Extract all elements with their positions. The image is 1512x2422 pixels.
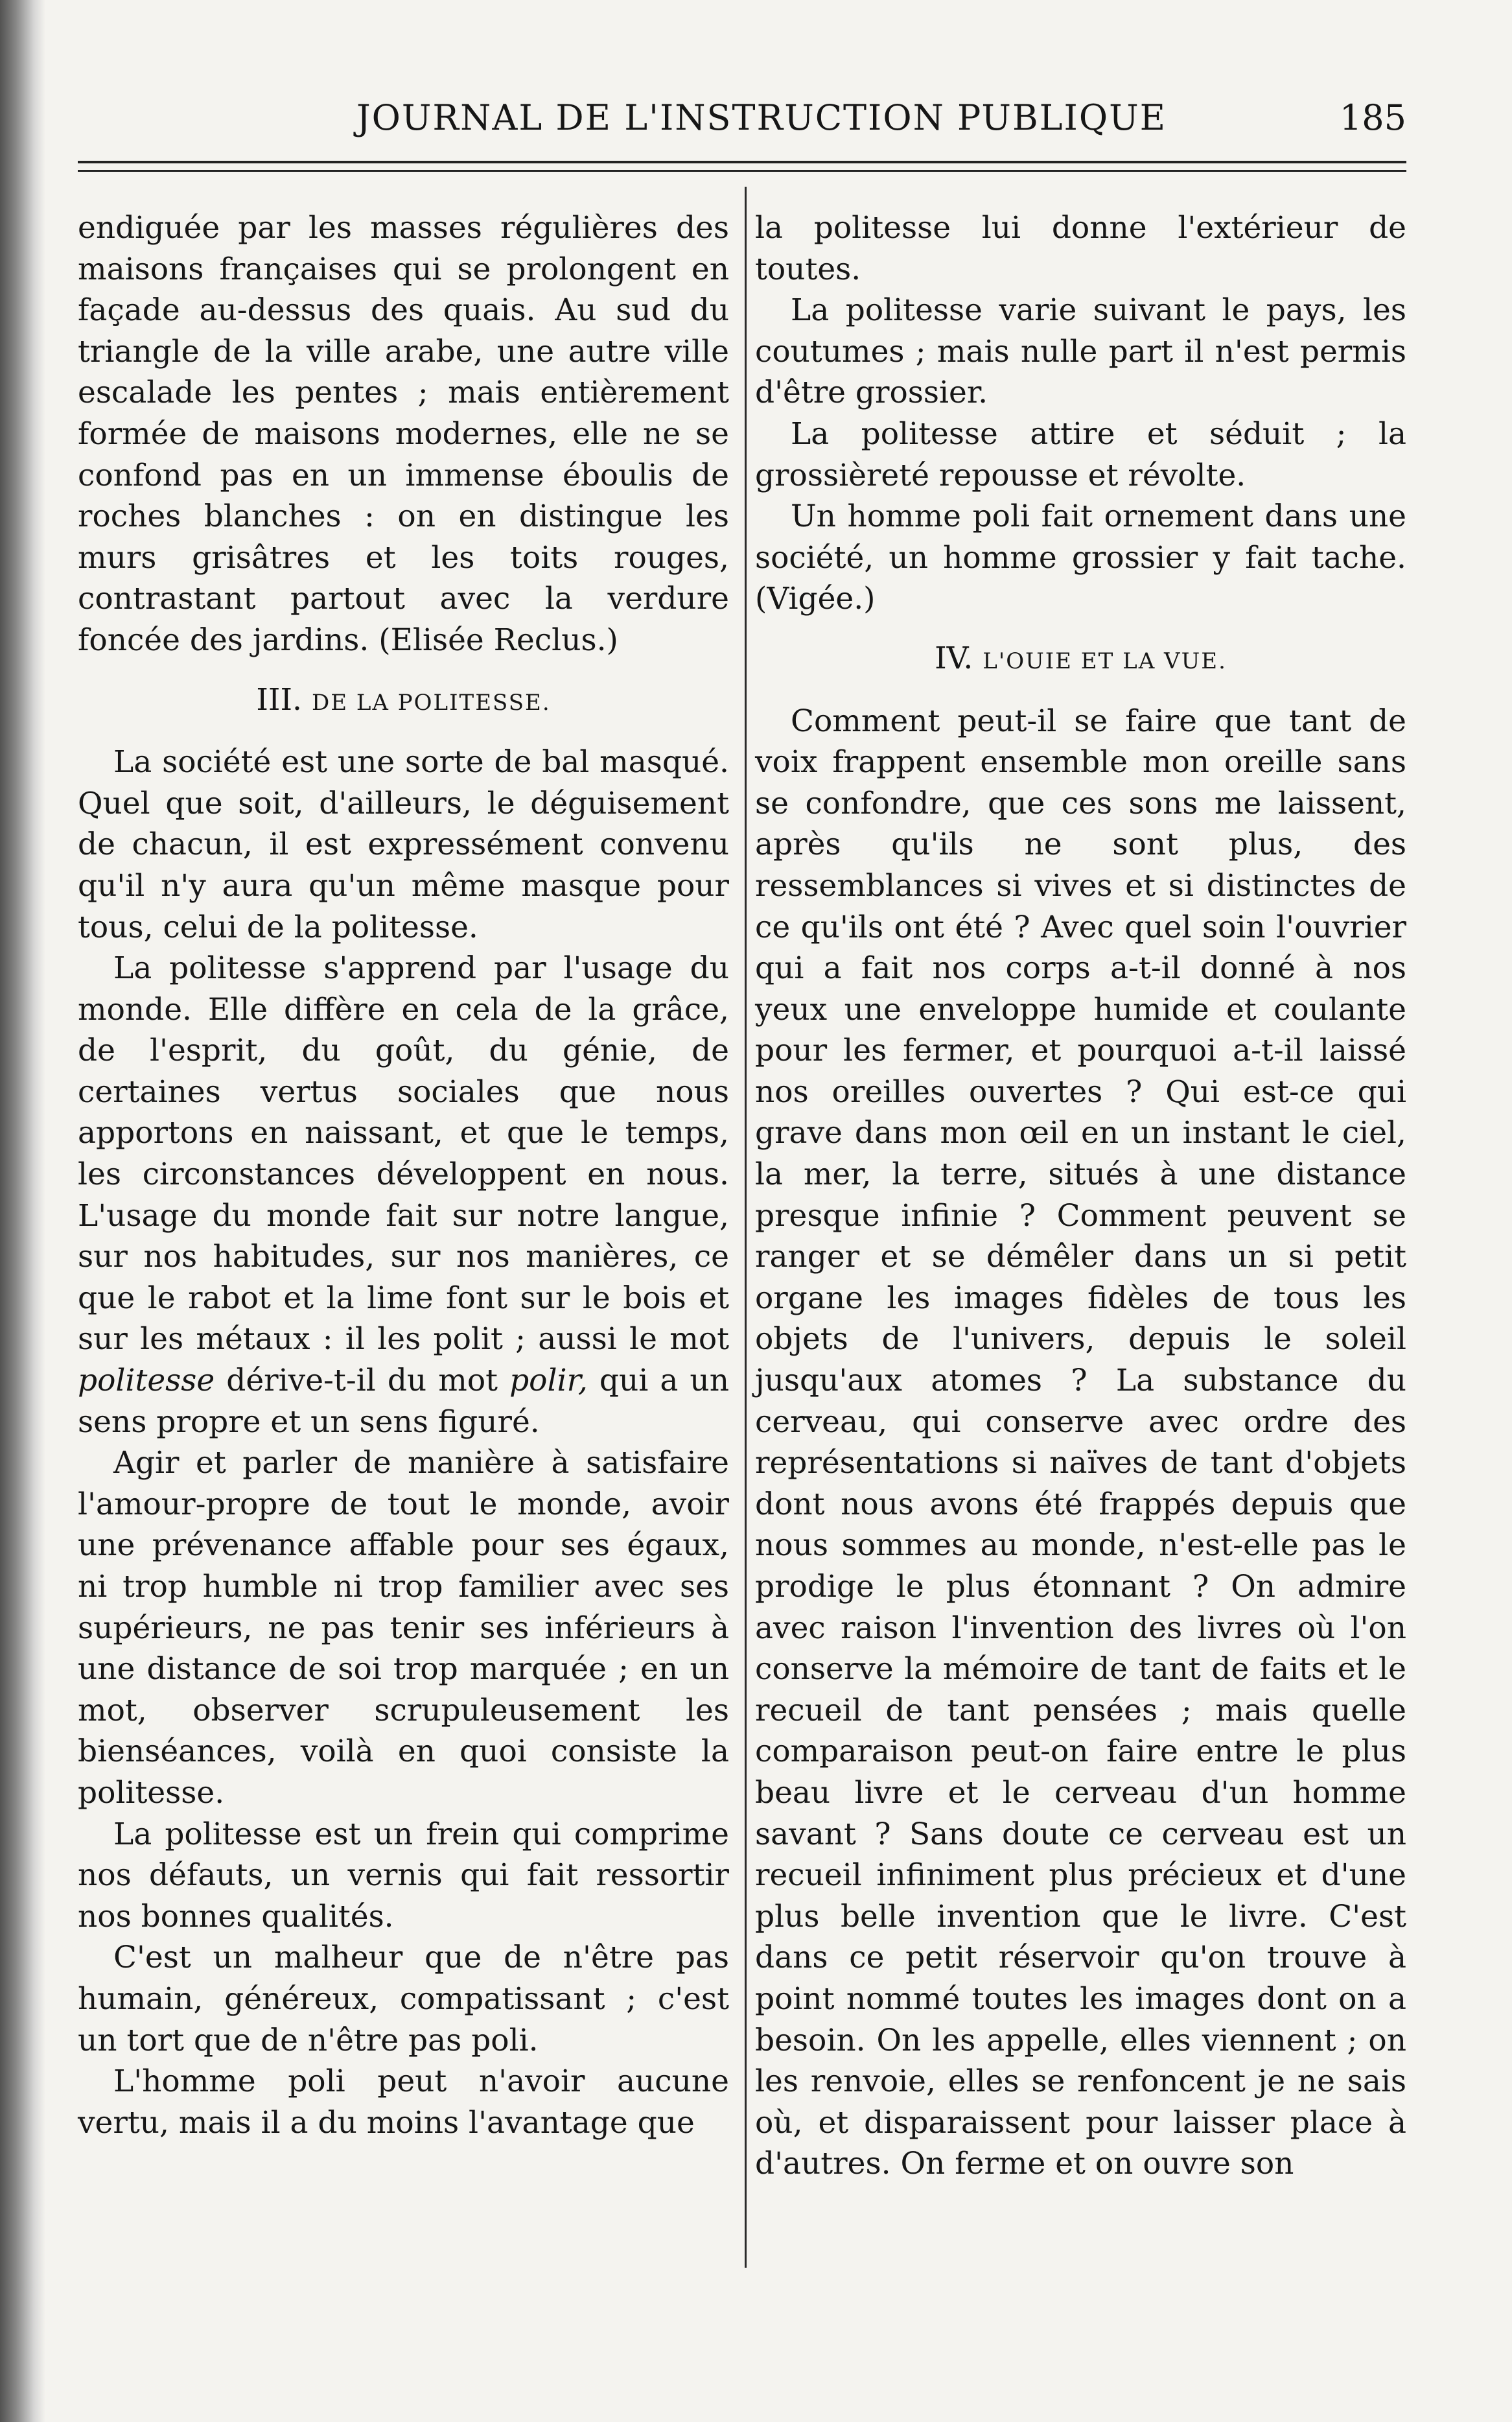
- paragraph: C'est un malheur que de n'être pas humain, généreux, compatissant ; c'est un tort que de n'être pas poli.: [78, 1940, 729, 2058]
- paragraph-continued: la politesse lui donne l'extérieur de toutes.: [755, 210, 1406, 287]
- paragraph: La société est une sorte de bal masqué. Quel que soit, d'ailleurs, le déguisement de chacun, il est expressément convenu qu'il n'y aura qu'un même masque pour tous, celui de la politesse.: [78, 744, 729, 945]
- left-column: [78, 207, 729, 2143]
- paragraph-continued: endiguée par les masses régulières des maisons françaises qui se prolongent en façade au-dessus des quais. Au sud du triangle de la ville arabe, une autre ville escalade les pentes ; mais entièrement formée de maisons modernes, elle ne se confond pas en un immense éboulis de roches blanches : on en distingue les murs grisâtres et les toits rouges, contrastant partout avec la verdure foncée des jardins. (Elisée Reclus.): [78, 210, 729, 658]
- paragraph: La politesse attire et séduit ; la grossièreté repousse et révolte.: [755, 416, 1406, 493]
- section-heading-4: [755, 638, 1406, 683]
- paragraph: La politesse est un frein qui comprime nos défauts, un vernis qui fait ressortir nos bonnes qualités.: [78, 1816, 729, 1934]
- column-divider: [745, 187, 747, 2268]
- section-numeral: III.: [256, 681, 302, 718]
- right-column: [755, 207, 1406, 2185]
- paragraph-text: La politesse s'apprend par l'usage du monde. Elle diffère en cela de la grâce, de l'esprit, du goût, du génie, de certaines vertus sociales que nous apportons en naissant, et que le temps, les circonstances développent en nous. L'usage du monde fait sur notre langue, sur nos habitudes, sur nos manières, ce que le rabot et la lime font sur le bois et sur les métaux : il les polit ; aussi le mot: [78, 950, 729, 1358]
- section-title: DE LA POLITESSE.: [311, 689, 551, 716]
- paragraph-politesse-origin: [78, 948, 729, 1442]
- paragraph-text: qui a un sens propre et un sens figuré.: [78, 1363, 729, 1440]
- paragraph-text: dérive-t-il du mot: [226, 1363, 498, 1399]
- italic-word: polir,: [509, 1363, 588, 1399]
- page-header: [78, 97, 1406, 149]
- section-heading-3: [78, 679, 729, 724]
- running-title: JOURNAL DE L'INSTRUCTION PUBLIQUE: [356, 97, 1167, 138]
- section-numeral: IV.: [935, 640, 973, 676]
- paragraph: L'homme poli peut n'avoir aucune vertu, mais il a du moins l'avantage que: [78, 2063, 729, 2141]
- italic-word: politesse: [78, 1363, 215, 1399]
- paragraph: Comment peut-il se faire que tant de voix frappent ensemble mon oreille sans se confondre, que ces sons me laissent, après qu'ils ne sont plus, des ressemblances si vives et si distinctes de ce qu'ils ont été ? Avec quel soin l'ouvrier qui a fait nos corps a-t-il donné à nos yeux une enveloppe humide et coulante pour les fermer, et pourquoi a-t-il laissé nos oreilles ouvertes ? Qui est-ce qui grave dans mon œil en un instant le ciel, la mer, la terre, situés à une distance presque infinie ? Comment peuvent se ranger et se démêler dans un si petit organe les images fidèles de tous les objets de l'univers, depuis le soleil jusqu'aux atomes ? La substance du cerveau, qui conserve avec ordre des représentations si naïves de tant d'objets dont nous avons été frappés depuis que nous sommes au monde, n'est-elle pas le prodige le plus étonnant ? On admire avec raison l'invention des livres où l'on conserve la mémoire de tant de faits et le recueil de tant pensées ; mais quelle comparaison peut-on faire entre le plus beau livre et le cerveau d'un homme savant ? Sans doute ce cerveau est un recueil infiniment plus précieux et d'une plus belle invention que le livre. C'est dans ce petit réservoir qu'on trouve à point nommé toutes les images dont on a besoin. On les appelle, elles viennent ; on les renvoie, elles se renfoncent je ne sais où, et disparaissent pour laisser place à d'autres. On ferme et on ouvre son: [755, 703, 1406, 2182]
- binding-shadow: [0, 0, 45, 2422]
- header-rule-top: [78, 161, 1406, 163]
- header-rule-bottom: [78, 170, 1406, 172]
- paragraph: La politesse varie suivant le pays, les coutumes ; mais nulle part il n'est permis d'être grossier.: [755, 292, 1406, 411]
- paragraph: Agir et parler de manière à satisfaire l'amour-propre de tout le monde, avoir une prévenance affable pour ses égaux, ni trop humble ni trop familier avec ses supérieurs, ne pas tenir ses inférieurs à une distance de soi trop marquée ; en un mot, observer scrupuleusement les bienséances, voilà en quoi consiste la politesse.: [78, 1445, 729, 1811]
- section-title: L'OUIE ET LA VUE.: [983, 648, 1227, 674]
- paragraph: Un homme poli fait ornement dans une société, un homme grossier y fait tache. (Vigée.): [755, 499, 1406, 617]
- page-number: 185: [1339, 97, 1406, 138]
